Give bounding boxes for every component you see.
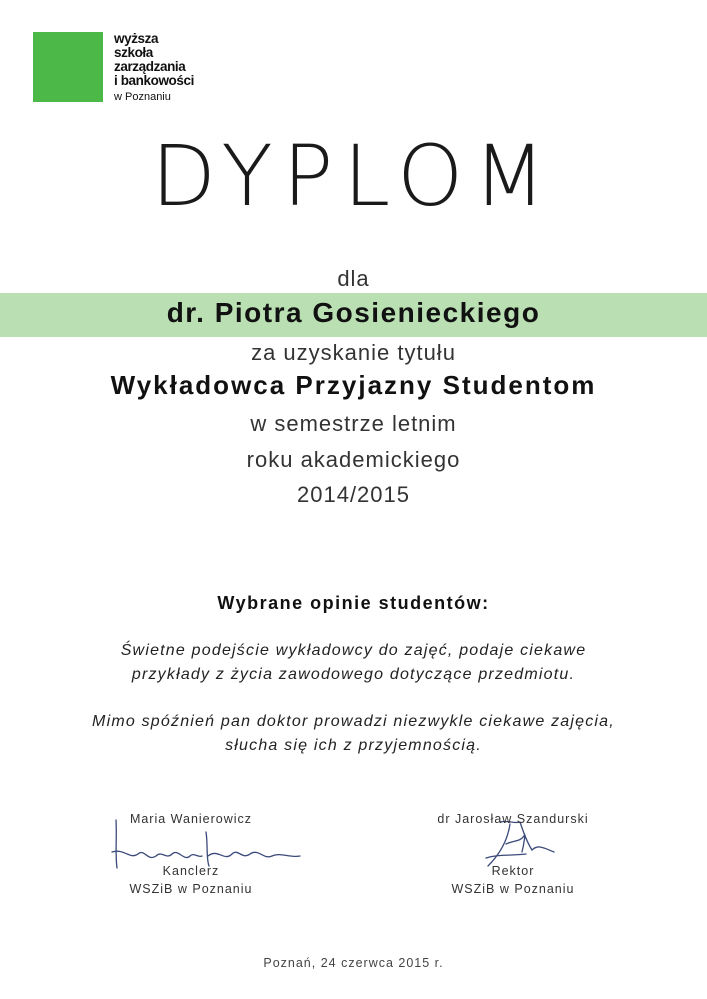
logo-line-4: i bankowości — [114, 73, 194, 88]
logo-line-3: zarządzania — [114, 59, 186, 74]
chancellor-title: Kanclerz — [162, 864, 220, 878]
opinion-line: słucha się ich z przyjemnością. — [225, 737, 482, 754]
chancellor-name: Maria Wanierowicz — [129, 812, 253, 826]
for-label: dla — [337, 266, 370, 291]
recipient-name: dr. Piotra Gosienieckiego — [166, 297, 541, 328]
place-and-date: Poznań, 24 czerwca 2015 r. — [263, 956, 444, 970]
logo-line-1: wyższa — [114, 31, 159, 46]
academic-year-label: roku akademickiego — [246, 447, 461, 472]
opinion-quote — [0, 710, 707, 758]
chancellor-role — [61, 862, 321, 898]
logo-line-2: szkoła — [114, 45, 153, 60]
rector-org: WSZiB w Poznaniu — [451, 882, 575, 896]
diploma-title: DYPLOM — [151, 127, 556, 225]
opinion-line: Świetne podejście wykładowcy do zajęć, podaje ciekawe — [120, 642, 587, 659]
rector-title: Rektor — [491, 864, 535, 878]
rector-name: dr Jarosław Szandurski — [437, 812, 589, 826]
chancellor-org: WSZiB w Poznaniu — [129, 882, 253, 896]
logo-subline: w Poznaniu — [114, 91, 171, 103]
opinions-heading: Wybrane opinie studentów: — [217, 593, 490, 613]
opinion-quote — [0, 639, 707, 687]
opinion-line: Mimo spóźnień pan doktor prowadzi niezwykle ciekawe zajęcia, — [92, 713, 615, 730]
rector-role — [383, 862, 643, 898]
opinion-line: przykłady z życia zawodowego dotyczące przedmiotu. — [131, 666, 576, 683]
academic-year: 2014/2015 — [297, 482, 410, 507]
for-title-text: za uzyskanie tytułu — [251, 340, 456, 365]
school-logo-square — [33, 32, 103, 102]
semester-text: w semestrze letnim — [250, 411, 457, 436]
award-title: Wykładowca Przyjazny Studentom — [110, 370, 597, 400]
school-logo-text — [114, 32, 194, 104]
